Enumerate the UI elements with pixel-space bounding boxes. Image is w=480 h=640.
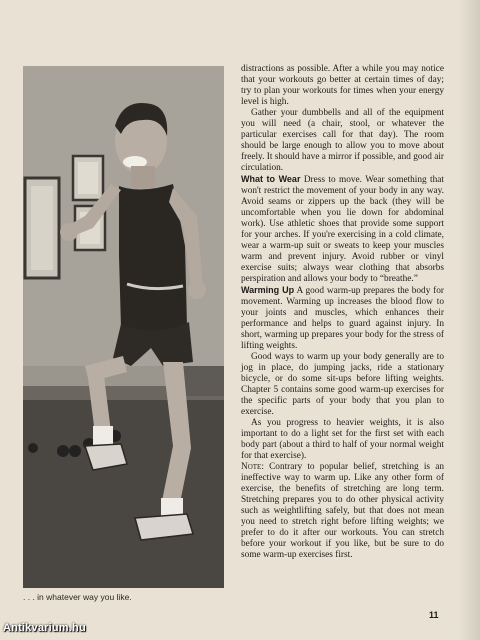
watermark-logo: Antikvarium.hu: [3, 622, 86, 634]
note-body: Contrary to popular belief, stretching is an ineffective way to warm up. Like any other form of exercise, the benefits of stretching are long term. Stretching prepares you to do other physical activity such as weightlifting safely, but that does not mean you need to stretch right before lifting weights; we prefer to do it after our workouts. You can stretch before your workout if you like, but be sure to do some warm-up exercises first.: [241, 462, 444, 560]
paragraph-equipment: Gather your dumbbells and all of the equipment you will need (a chair, stool, or whatever the particular exercises call for that day). The room should be large enough to allow you to move about freely. It should have a mirror if possible, and good air circulation.: [241, 108, 444, 173]
paragraph-good-ways: Good ways to warm up your body generally are to jog in place, do jumping jacks, ride a stationary bicycle, or do some sit-ups before lifting weights. Chapter 5 contains some good warm-up exercises for the specific parts of your body that you plan to exercise.: [241, 352, 444, 417]
photo-caption: . . . in whatever way you like.: [23, 592, 132, 602]
heading-what-to-wear: What to Wear: [241, 174, 301, 184]
page-number: 11: [429, 610, 439, 620]
article-text-column: [241, 64, 444, 604]
note-label: Note:: [241, 462, 264, 472]
note-paragraph: [241, 462, 444, 561]
what-to-wear-body: Dress to move. Wear something that won't restrict the movement of your body in any way. Avoid seams or zippers up the back (they will be uncomfortable when you lie down for abdominal work). Use athletic shoes that provide some support for your arches. If you're exercising in a cold climate, wear a warm-up suit or sweats to keep your muscles warm and prevent injury. Avoid rubber or vinyl exercise suits; always wear clothing that absorbs perspiration and allows your body to “breathe.”: [241, 175, 444, 284]
warming-up-body: A good warm-up prepares the body for movement. Warming up increases the blood flow to your joints and muscles, which enhances their performance and helps to guard against injury. In short, warming up prepares your body for the stress of lifting weights.: [241, 286, 444, 351]
section-what-to-wear: [241, 174, 444, 285]
section-warming-up: [241, 285, 444, 352]
paragraph-progress: As you progress to heavier weights, it is also important to do a light set for the first set with each body part (about a third to half of your normal weight for that exercise).: [241, 418, 444, 461]
jogging-photo: [23, 66, 224, 588]
paragraph-continued: distractions as possible. After a while you may notice that your workouts go better at certain times of day; try to plan your workouts for times when your energy level is high.: [241, 64, 444, 107]
heading-warming-up: Warming Up: [241, 285, 295, 295]
page-edge-shadow: [458, 0, 480, 640]
